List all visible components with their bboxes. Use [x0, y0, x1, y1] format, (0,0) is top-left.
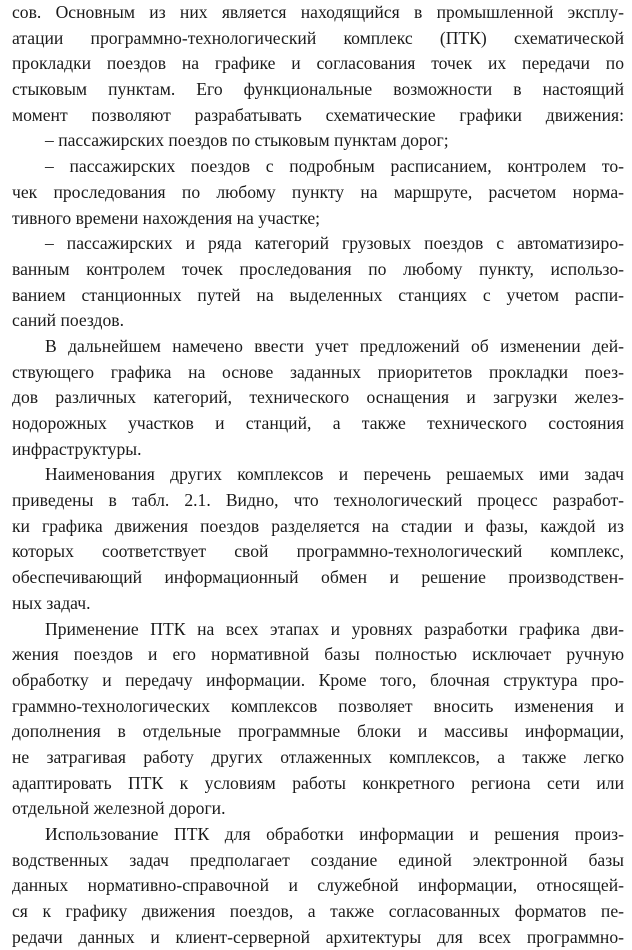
text-line: чек проследования по любому пункту на маршруте, расчетом норма- — [12, 181, 624, 202]
text-line: инфраструктуры. — [12, 438, 142, 459]
text-line: – пассажирских поездов по стыковым пунктам дорог; — [45, 130, 449, 151]
text-line: Наименования других комплексов и перечень решаемых ими задач — [45, 464, 624, 485]
text-line: обработку и передачу информации. Кроме того, блочная структура про- — [12, 669, 624, 690]
text-line: стыковым пунктам. Его функциональные возможности в настоящий — [12, 79, 624, 100]
text-line: жения поездов и его нормативной базы полностью исключает ручную — [12, 644, 624, 665]
text-line: – пассажирских и ряда категорий грузовых поездов с автоматизиро- — [45, 233, 624, 254]
text-line: редачи данных и клиент-серверной архитектуры для всех программно- — [12, 926, 624, 947]
text-line: водственных задач предполагает создание единой электронной базы — [12, 849, 624, 870]
text-line: приведены в табл. 2.1. Видно, что технологический процесс разработ- — [12, 490, 624, 511]
text-line: момент позволяют разрабатывать схематические графики движения: — [12, 104, 624, 125]
text-line: ки графика движения поездов разделяется на стадии и фазы, каждой из — [12, 515, 624, 536]
text-line: нодорожных участков и станций, а также технического состояния — [12, 413, 624, 433]
text-line: ванным контролем точек проследования по любому пункту, использо- — [12, 258, 624, 279]
text-line: ванием станционных путей на выделенных станциях с учетом распи- — [12, 284, 624, 305]
text-line: адаптировать ПТК к условиям работы конкретного региона сети или — [12, 772, 624, 793]
text-line: В дальнейшем намечено ввести учет предложений об изменении дей- — [45, 335, 624, 356]
text-line: обеспечивающий информационный обмен и решение производствен- — [12, 567, 624, 588]
text-line: сов. Основным из них является находящийся в промышленной эксплу- — [12, 2, 624, 22]
text-line: тивного времени нахождения на участке; — [12, 207, 321, 228]
text-line: отдельной железной дороги. — [12, 798, 226, 819]
text-line: Применение ПТК на всех этапах и уровнях разработки графика дви- — [45, 618, 624, 639]
text-line: не затрагивая работу других отлаженных комплексов, а также легко — [12, 746, 624, 767]
text-line: атации программно-технологический комплекс (ПТК) схематической — [12, 27, 624, 48]
text-line: данных нормативно-справочной и служебной информации, относящей- — [12, 875, 624, 896]
text-line: дополнения в отдельные программные блоки и массивы информации, — [12, 721, 624, 742]
text-line: дов различных категорий, технического оснащения и загрузки желез- — [12, 387, 624, 408]
text-line: – пассажирских поездов с подробным расписанием, контролем то- — [45, 156, 624, 177]
text-line: граммно-технологических комплексов позволяет вносить изменения и — [12, 695, 624, 716]
text-line: ся к графику движения поездов, а также согласованных форматов пе- — [12, 901, 624, 922]
text-line: ных задач. — [12, 592, 91, 613]
text-line: прокладки поездов на графике и согласования точек их передачи по — [12, 53, 624, 74]
text-line: ствующего графика на основе заданных приоритетов прокладки поез- — [12, 361, 624, 382]
text-line: Использование ПТК для обработки информации и решения произ- — [45, 824, 624, 844]
text-line: саний поездов. — [12, 310, 125, 331]
text-line: которых соответствует свой программно-технологический комплекс, — [12, 541, 624, 562]
document-page — [12, 0, 624, 950]
